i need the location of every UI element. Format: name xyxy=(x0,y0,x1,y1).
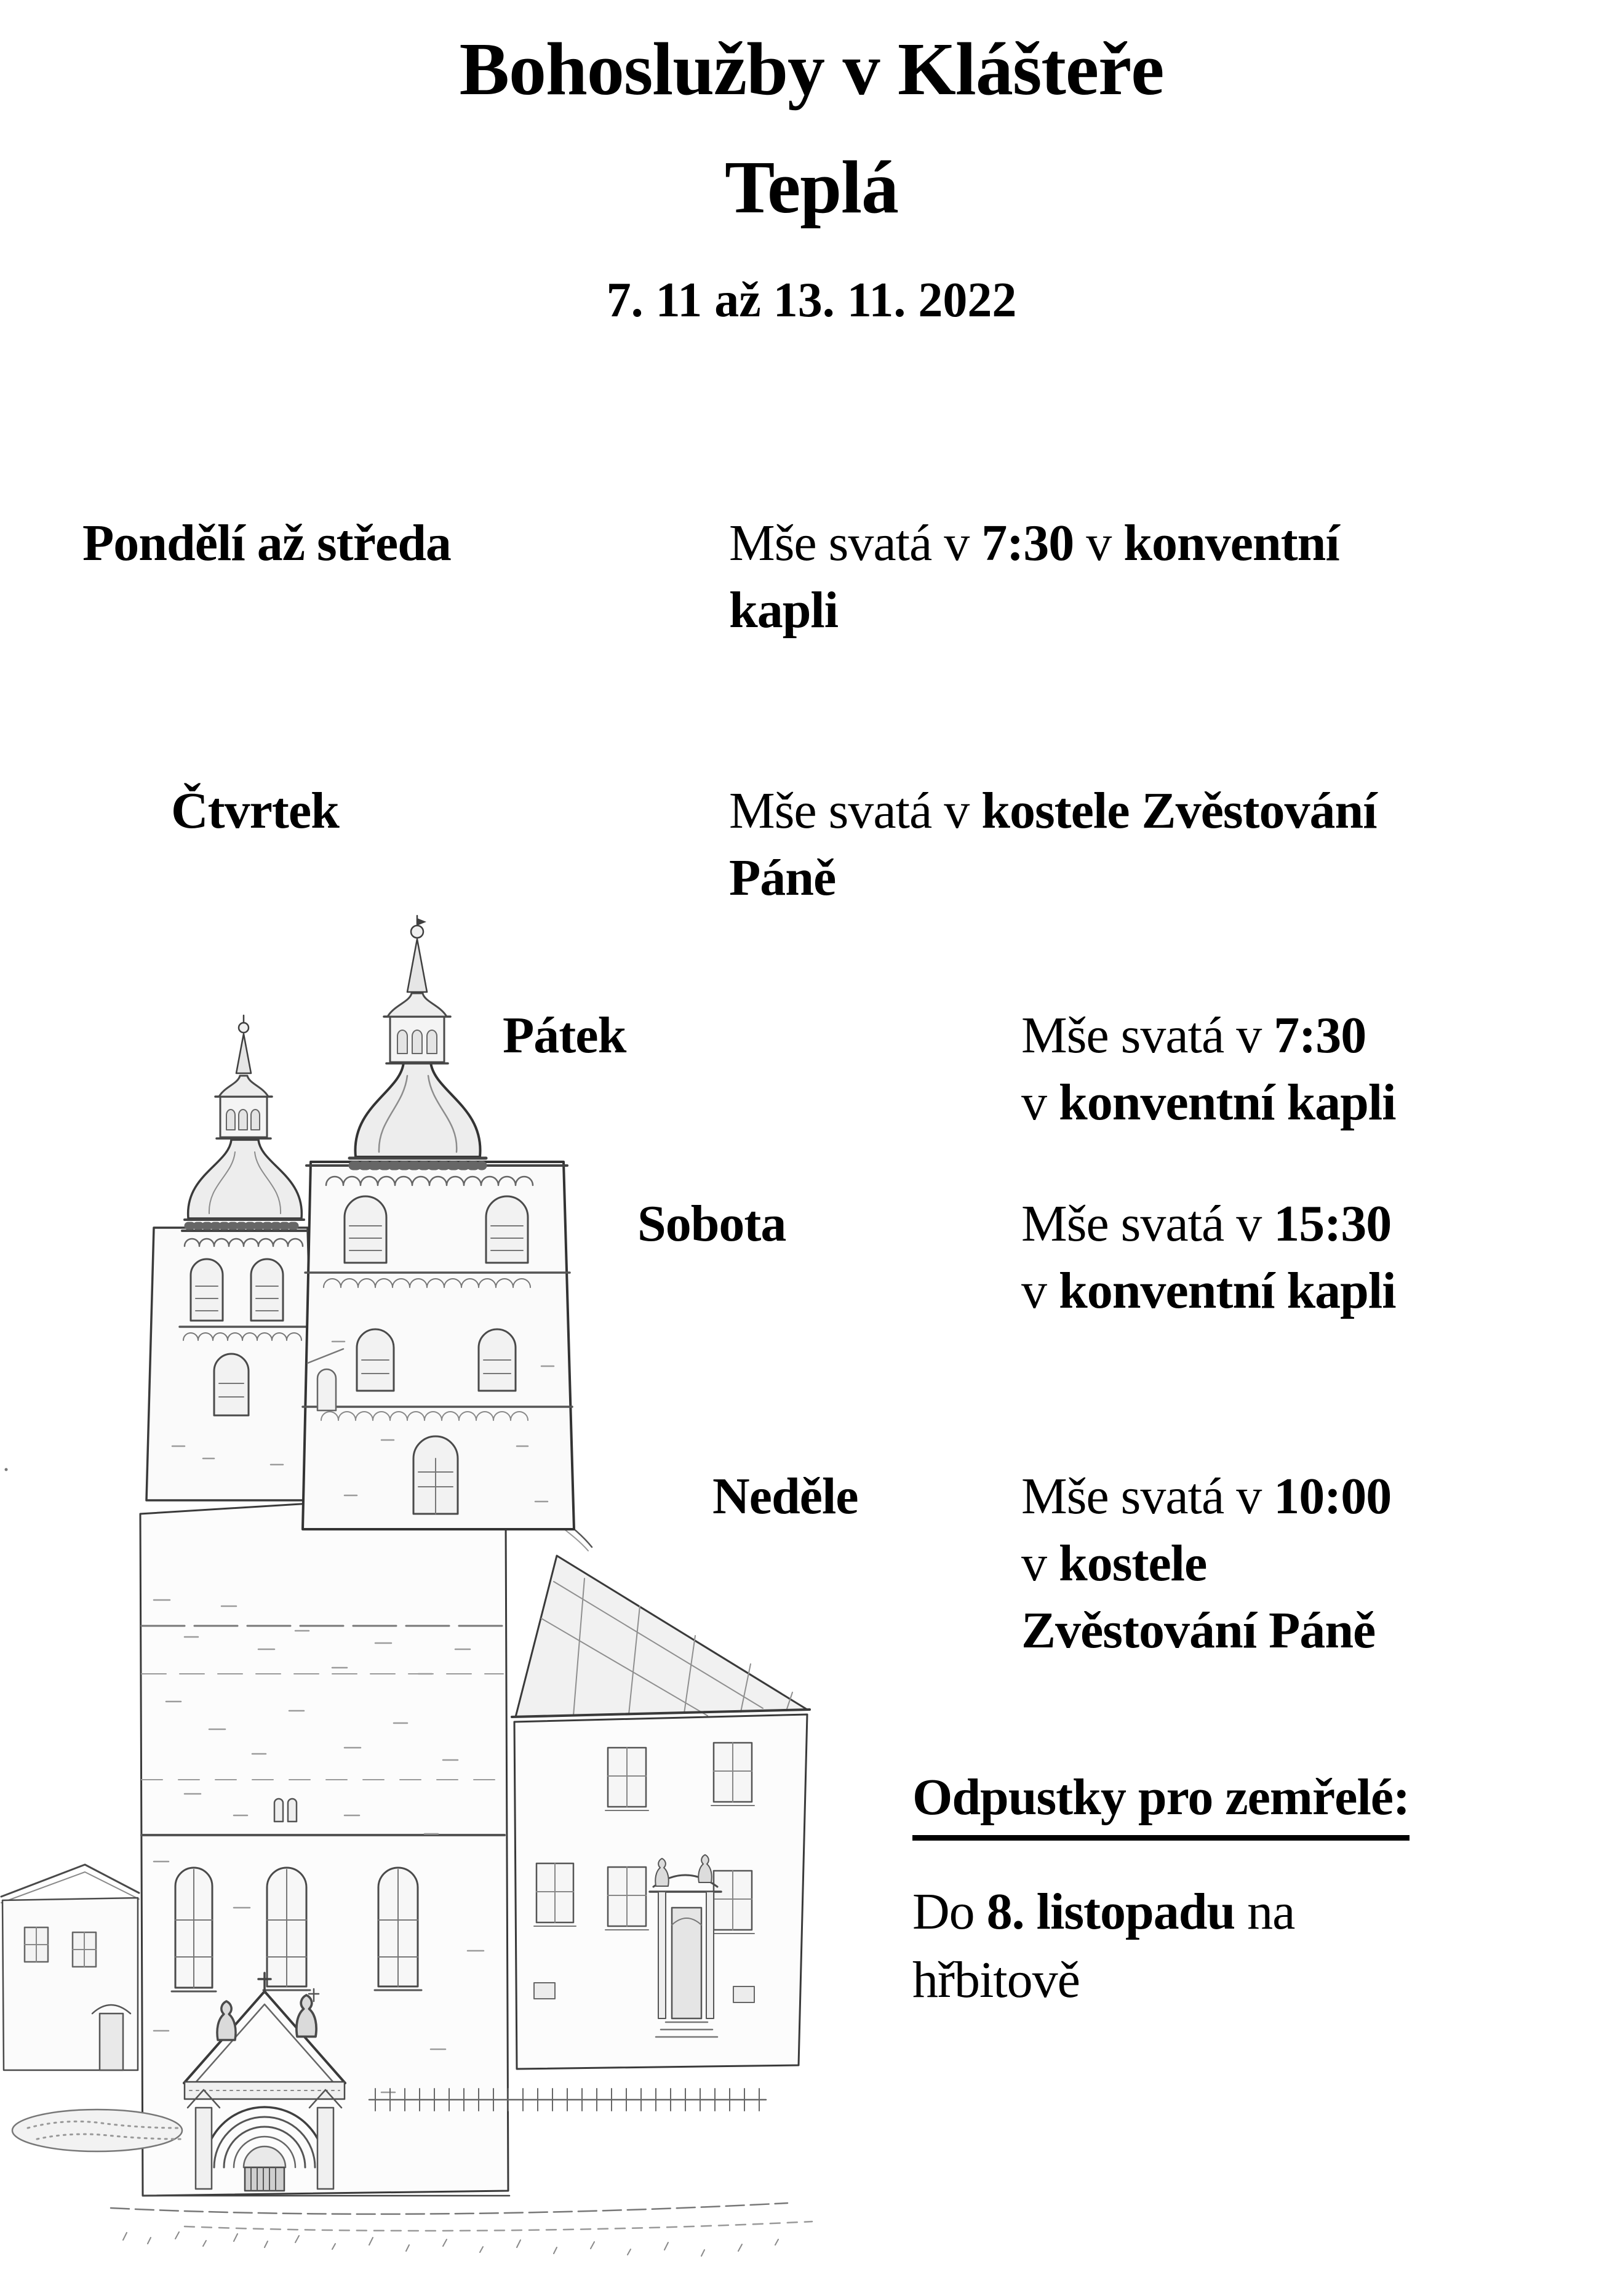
church-sketch xyxy=(0,911,861,2296)
service-thursday: Mše svatá v kostele Zvěstování Páně xyxy=(729,782,1377,907)
service-friday: Mše svatá v 7:30 v konventní kapli xyxy=(1021,1007,1396,1132)
day-label-monday-wednesday: Pondělí až středa xyxy=(82,514,451,572)
day-label-friday: Pátek xyxy=(503,1007,626,1064)
page-title-line1: Bohoslužby v Klášteře xyxy=(459,28,1164,111)
service-monday-wednesday: Mše svatá v 7:30 v konventní kapli xyxy=(729,514,1339,639)
service-saturday: Mše svatá v 15:30 v konventní kapli xyxy=(1021,1195,1396,1320)
day-label-saturday: Sobota xyxy=(637,1195,786,1252)
indulgences-heading: Odpustky pro zemřelé: xyxy=(912,1767,1410,1841)
date-range: 7. 11 až 13. 11. 2022 xyxy=(606,273,1017,327)
service-sunday: Mše svatá v 10:00 v kostele Zvěstování Páně xyxy=(1021,1468,1392,1660)
day-label-sunday: Neděle xyxy=(712,1468,858,1525)
page-title-line2: Teplá xyxy=(724,146,899,229)
indulgences-text: Do 8. listopadu na hřbitově xyxy=(912,1883,1295,2009)
day-label-thursday: Čtvrtek xyxy=(171,782,339,839)
